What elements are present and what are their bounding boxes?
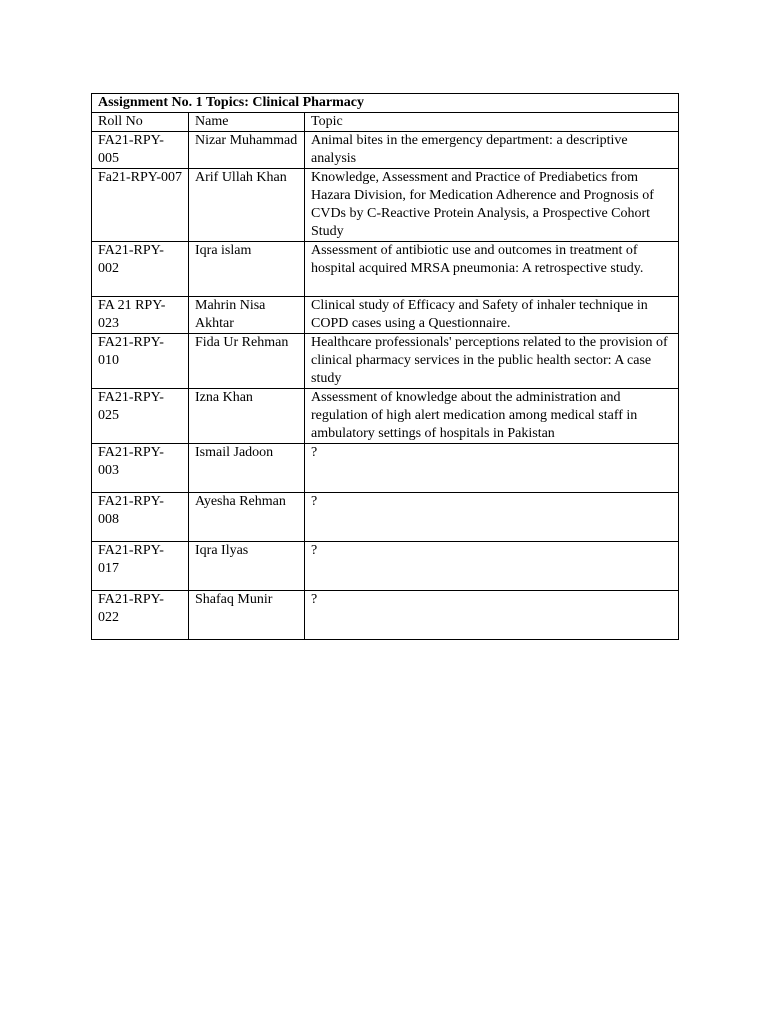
name-cell: Iqra islam: [189, 242, 305, 297]
name-cell: Nizar Muhammad: [189, 132, 305, 169]
table-title-row: [92, 94, 679, 113]
table-row: [92, 169, 679, 242]
topic-cell: Knowledge, Assessment and Practice of Prediabetics from Hazara Division, for Medication Adherence and Prognosis of CVDs by C-Reactive Protein Analysis, a Prospective Cohort Study: [305, 169, 679, 242]
topic-cell: Healthcare professionals' perceptions related to the provision of clinical pharmacy services in the public health sector: A case study: [305, 334, 679, 389]
roll-no-cell: FA21-RPY-010: [92, 334, 189, 389]
topic-cell: Assessment of antibiotic use and outcomes in treatment of hospital acquired MRSA pneumonia: A retrospective study.: [305, 242, 679, 297]
header-topic: Topic: [305, 113, 679, 132]
assignment-topics-table: [91, 93, 679, 640]
roll-no-cell: FA21-RPY-008: [92, 493, 189, 542]
topic-cell: ?: [305, 493, 679, 542]
topic-cell: ?: [305, 444, 679, 493]
name-cell: Iqra Ilyas: [189, 542, 305, 591]
name-cell: Arif Ullah Khan: [189, 169, 305, 242]
table-row: [92, 334, 679, 389]
roll-no-cell: FA21-RPY-003: [92, 444, 189, 493]
roll-no-cell: FA21-RPY-005: [92, 132, 189, 169]
name-cell: Fida Ur Rehman: [189, 334, 305, 389]
table-header-row: [92, 113, 679, 132]
topic-cell: Animal bites in the emergency department: a descriptive analysis: [305, 132, 679, 169]
header-name: Name: [189, 113, 305, 132]
topic-cell: Clinical study of Efficacy and Safety of inhaler technique in COPD cases using a Questionnaire.: [305, 297, 679, 334]
table-row: [92, 542, 679, 591]
table-row: [92, 132, 679, 169]
name-cell: Mahrin Nisa Akhtar: [189, 297, 305, 334]
name-cell: Ayesha Rehman: [189, 493, 305, 542]
roll-no-cell: FA21-RPY-025: [92, 389, 189, 444]
table-row: [92, 389, 679, 444]
topic-cell: ?: [305, 591, 679, 640]
table-row: [92, 591, 679, 640]
name-cell: Ismail Jadoon: [189, 444, 305, 493]
topic-cell: Assessment of knowledge about the administration and regulation of high alert medication among medical staff in ambulatory settings of hospitals in Pakistan: [305, 389, 679, 444]
roll-no-cell: FA21-RPY-022: [92, 591, 189, 640]
roll-no-cell: Fa21-RPY-007: [92, 169, 189, 242]
name-cell: Shafaq Munir: [189, 591, 305, 640]
table-row: [92, 242, 679, 297]
table-row: [92, 444, 679, 493]
topic-cell: ?: [305, 542, 679, 591]
roll-no-cell: FA 21 RPY-023: [92, 297, 189, 334]
name-cell: Izna Khan: [189, 389, 305, 444]
roll-no-cell: FA21-RPY-017: [92, 542, 189, 591]
table-title: Assignment No. 1 Topics: Clinical Pharmacy: [92, 94, 679, 113]
table-row: [92, 493, 679, 542]
roll-no-cell: FA21-RPY-002: [92, 242, 189, 297]
table-row: [92, 297, 679, 334]
header-roll-no: Roll No: [92, 113, 189, 132]
